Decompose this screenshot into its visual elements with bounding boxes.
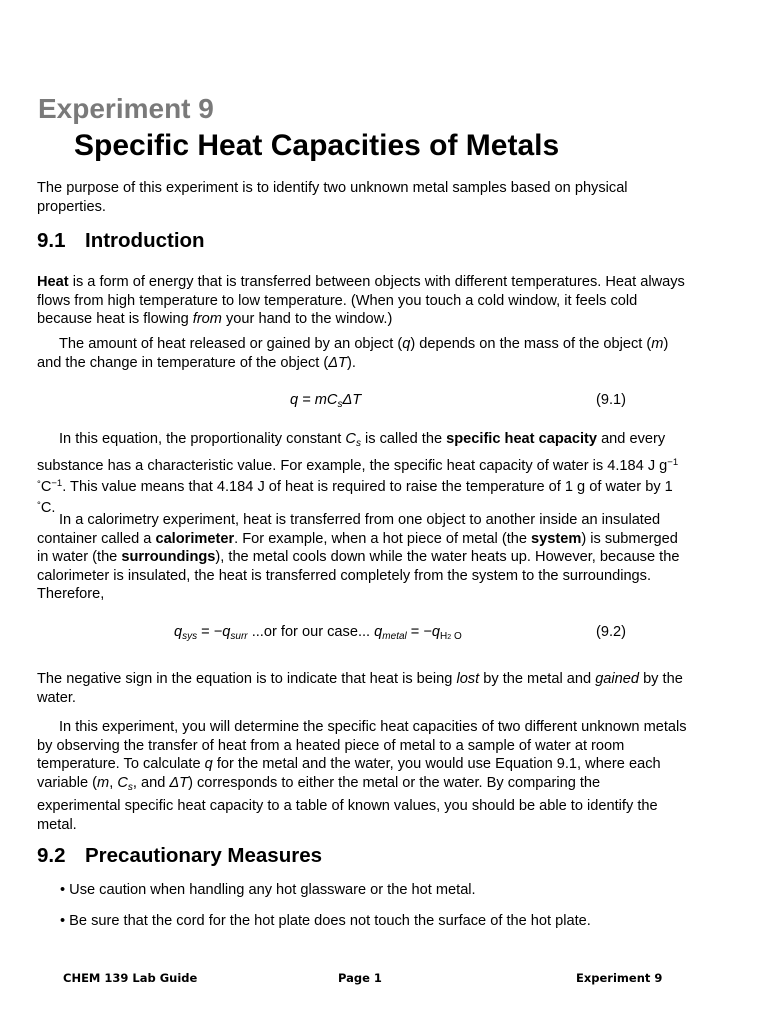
eq-middle: ...or for our case... (247, 624, 375, 640)
bullet-item: • Be sure that the cord for the hot plate does not touch the surface of the hot plate. (60, 913, 591, 929)
var-cs: C (345, 431, 356, 447)
paragraph-specific-heat (37, 430, 687, 517)
paragraph-heat (37, 273, 687, 329)
eq-sub: sys (182, 631, 198, 642)
text: In this experiment, you will determine the specific heat capacities of two different unknown metals by observing the transfer of heat from a heated piece of metal to a sample of water at room temperature. To calculate (37, 719, 687, 773)
var-q: q (402, 336, 411, 352)
eq-sub: metal (382, 631, 407, 642)
section-heading-precautionary-measures (37, 844, 322, 868)
text: The amount of heat released or gained by an object ( (59, 336, 403, 352)
term-specific-heat-capacity: specific heat capacity (446, 431, 598, 447)
text: . This value means that 4.184 J of heat is required to raise the temperature of 1 g of water by 1 (62, 479, 673, 496)
var-delta-t: ΔT (169, 774, 189, 791)
text: for the metal and the water, you would use Equation 9.1, where each variable ( (37, 756, 661, 791)
paragraph-calorimetry (37, 511, 687, 604)
text: ), the metal cools down while the water heats up. However, because the calorimeter is insulated, the heat is transferred completely from the system to the surroundings. Therefore, (37, 549, 680, 603)
term-heat: Heat (37, 274, 69, 290)
paragraph-amount-of-heat (37, 335, 687, 372)
eq-q: q (431, 624, 441, 640)
experiment-label: Experiment 9 (38, 93, 214, 124)
o: O (451, 631, 462, 642)
purpose-paragraph: The purpose of this experiment is to identify two unknown metal samples based on physical properties. (37, 180, 628, 215)
text: is called the (360, 431, 447, 447)
eq-op: = − (197, 624, 223, 640)
text: ). (346, 354, 356, 371)
footer-page-number: Page 1 (338, 971, 382, 985)
footer-right: Experiment 9 (576, 971, 663, 985)
degree-sign: ° (37, 479, 41, 491)
footer-left: CHEM 139 Lab Guide (63, 971, 198, 985)
term-surroundings: surroundings (121, 549, 216, 566)
eq-sub: s (337, 399, 343, 410)
section-title: Introduction (85, 229, 205, 252)
eq-sub-water (440, 631, 462, 642)
text: by the metal and (479, 671, 596, 687)
two: 2 (447, 634, 452, 641)
var-cs-sub: s (355, 438, 361, 449)
eq-op: = − (406, 624, 432, 640)
text: , (109, 774, 118, 791)
text: ) depends on the mass of the object ( (410, 336, 652, 352)
var-m: m (651, 336, 664, 352)
section-number: 9.1 (37, 229, 66, 252)
emphasis: gained (595, 671, 640, 687)
eq-q: q (374, 624, 383, 640)
eq-q: q (290, 392, 299, 408)
paragraph-experiment (37, 718, 687, 835)
var-cs: C (117, 774, 128, 791)
degree-sign: ° (37, 499, 41, 511)
text: , and (132, 774, 170, 791)
eq-sub: surr (230, 631, 248, 642)
text: ) and the change in temperature of the object ( (37, 336, 669, 371)
equation-9-2 (174, 624, 462, 642)
equation-9-1 (290, 392, 361, 410)
var-cs-sub: s (127, 781, 133, 793)
var-q: q (204, 756, 213, 773)
text: C. (40, 499, 56, 516)
unit-c: C (40, 479, 52, 496)
eq-q: q (174, 624, 183, 640)
text: by the water. (37, 671, 683, 706)
bullet-item: • Use caution when handling any hot glassware or the hot metal. (60, 882, 476, 898)
text: ) is submerged in water (the (37, 530, 678, 566)
var-m: m (97, 774, 110, 791)
emphasis: lost (456, 671, 480, 687)
paragraph-negative-sign (37, 670, 687, 707)
text: In a calorimetry experiment, heat is transferred from one object to another inside an insulated container called a (37, 512, 661, 547)
equation-number-9-2: (9.2) (596, 624, 627, 640)
term-system: system (531, 530, 582, 547)
equation-number-9-1: (9.1) (596, 392, 627, 408)
exponent: −1 (667, 456, 679, 468)
text: your hand to the window.) (221, 311, 393, 328)
text: . For example, when a hot piece of metal (the (234, 530, 532, 547)
emphasis: from (192, 311, 222, 328)
text: and every substance has a characteristic value. For example, the specific heat capacity of water is 4.184 J g (37, 431, 668, 474)
eq-delta-t: ΔT (342, 392, 362, 408)
eq-mid: = mC (298, 392, 338, 408)
text: ) corresponds to either the metal or the water. By comparing the experimental specific heat capacity to a table of known values, you should be able to identify the metal. (37, 774, 658, 833)
term-calorimeter: calorimeter (155, 530, 235, 547)
text: The negative sign in the equation is to indicate that heat is being (37, 671, 457, 687)
var-delta-t: ΔT (328, 354, 347, 371)
text: is a form of energy that is transferred between objects with different temperatures. Heat always flows from high temperature to low temperature. (When you touch a cold window, it feels cold because heat is flowing (37, 274, 685, 328)
document-title: Specific Heat Capacities of Metals (74, 129, 560, 162)
exponent: −1 (51, 478, 63, 490)
text: In this equation, the proportionality constant (59, 431, 346, 447)
h: H (440, 631, 448, 642)
eq-q: q (222, 624, 231, 640)
section-number: 9.2 (37, 844, 66, 867)
section-heading-introduction (37, 229, 205, 253)
section-title: Precautionary Measures (85, 844, 323, 867)
